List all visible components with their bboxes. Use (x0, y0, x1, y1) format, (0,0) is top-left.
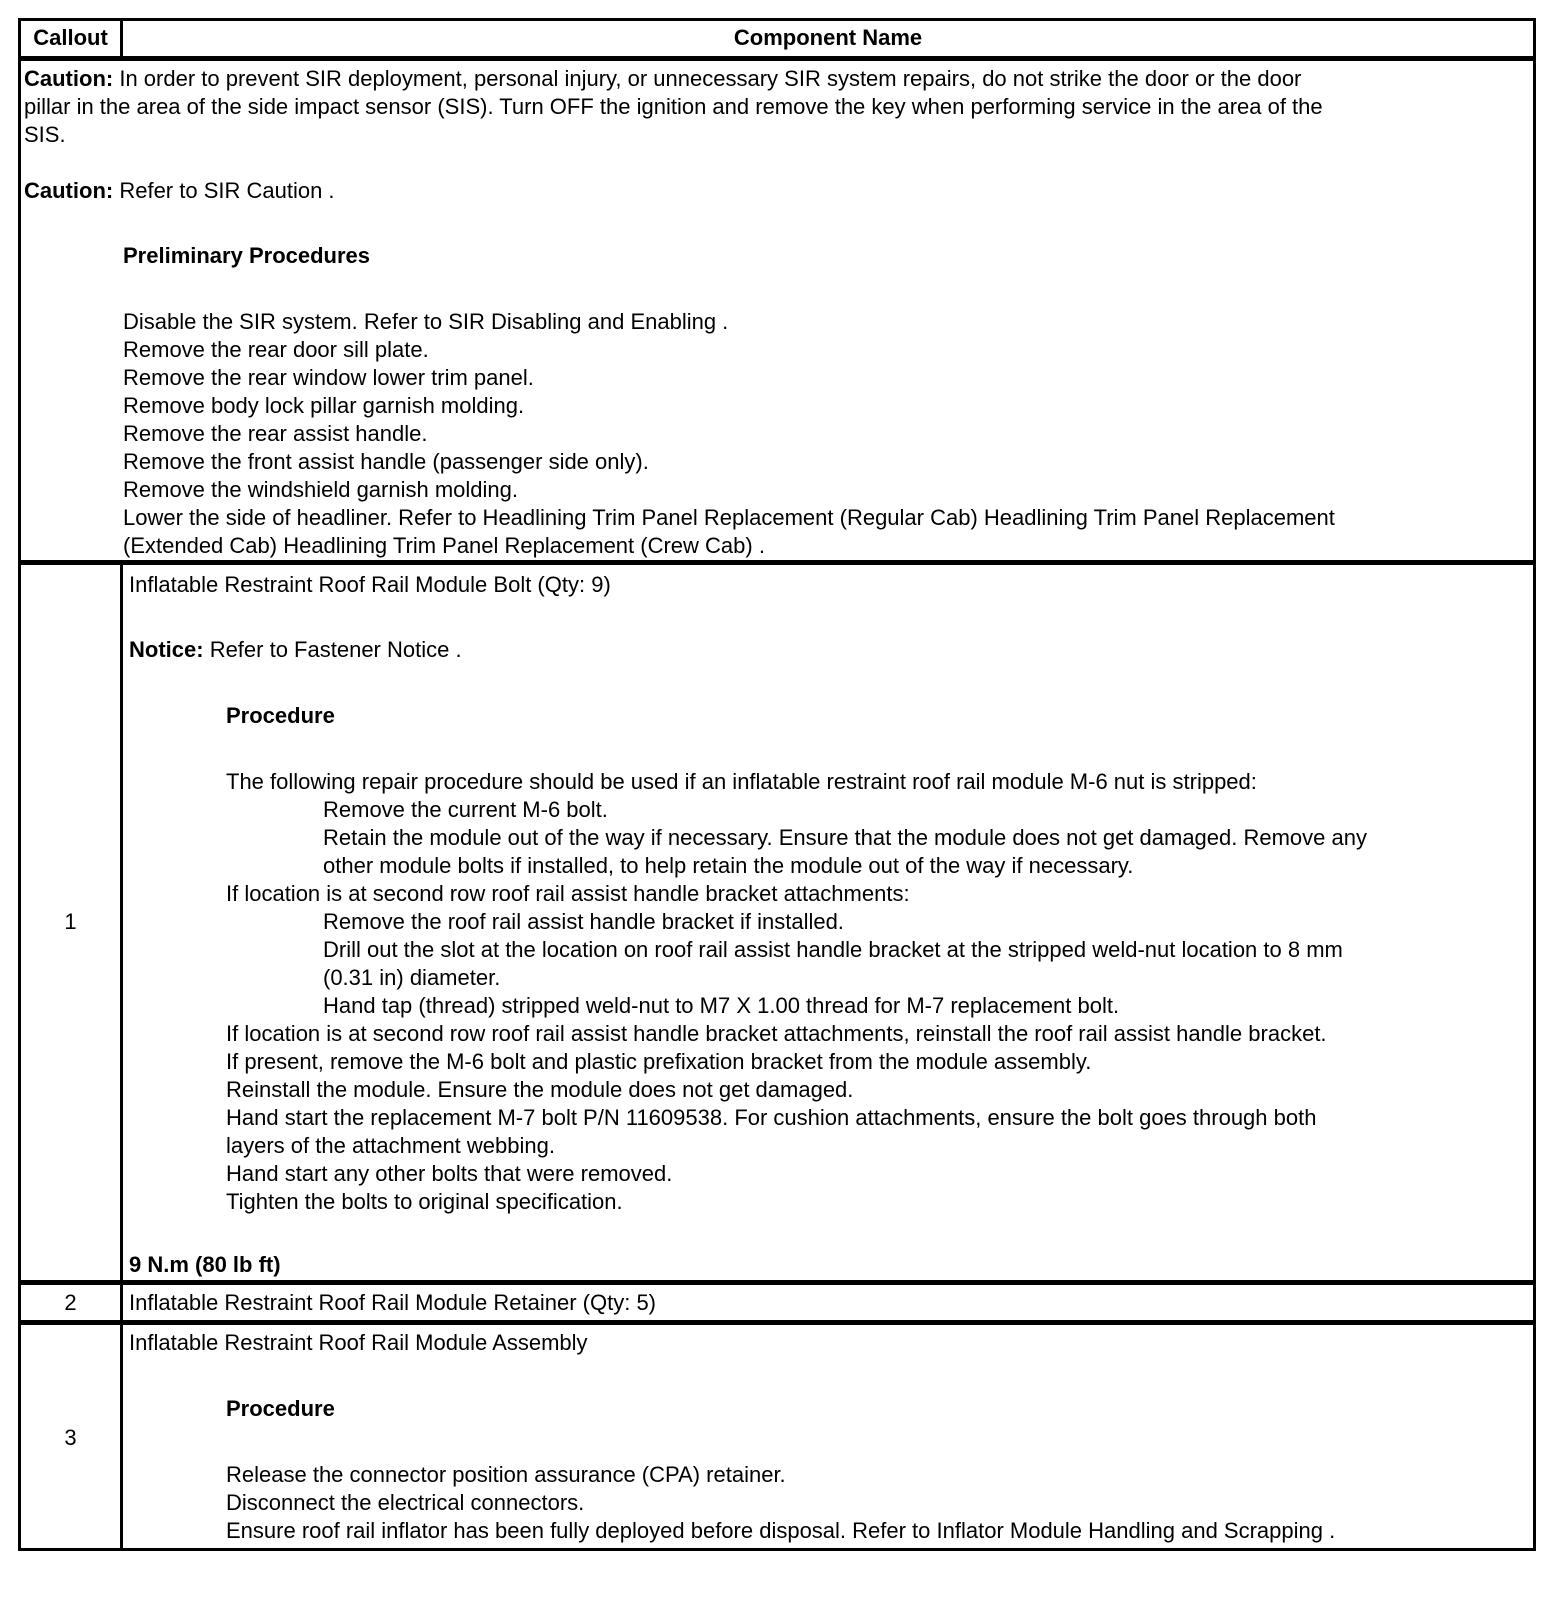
caution-2-text: Refer to SIR Caution . (119, 178, 335, 203)
caution-1-line-3: SIS. (24, 122, 66, 147)
procedure-line: Hand tap (thread) stripped weld-nut to M7 X 1.00 thread for M-7 replacement bolt. (323, 993, 1120, 1018)
prelim-step: Remove the rear assist handle. (123, 421, 428, 446)
prelim-step: Disable the SIR system. Refer to SIR Disabling and Enabling . (123, 309, 729, 334)
header-component-name: Component Name (733, 25, 923, 50)
procedure-line: Remove the current M-6 bolt. (323, 797, 608, 822)
procedure-line: Hand start any other bolts that were removed. (226, 1161, 673, 1186)
procedure-line: Ensure roof rail inflator has been fully deployed before disposal. Refer to Inflator Module Handling and Scrapping . (226, 1518, 1336, 1543)
prelim-step: Remove body lock pillar garnish molding. (123, 393, 525, 418)
procedure-line: If location is at second row roof rail assist handle bracket attachments, reinstall the roof rail assist handle bracket. (226, 1021, 1327, 1046)
procedure-line: (0.31 in) diameter. (323, 965, 501, 990)
procedure-line: The following repair procedure should be used if an inflatable restraint roof rail module M-6 nut is stripped: (226, 769, 1257, 794)
prelim-step: Remove the windshield garnish molding. (123, 477, 518, 502)
row-divider (120, 1282, 123, 1323)
procedure-line: Tighten the bolts to original specification. (226, 1189, 623, 1214)
notice (129, 636, 462, 664)
prelim-step: Remove the rear door sill plate. (123, 337, 429, 362)
procedure-line: Hand start the replacement M-7 bolt P/N 11609538. For cushion attachments, ensure the bolt goes through both (226, 1105, 1317, 1130)
component-name: Inflatable Restraint Roof Rail Module Bolt (Qty: 9) (129, 572, 611, 597)
notice-text: Refer to Fastener Notice . (209, 637, 462, 662)
row-divider (120, 1322, 123, 1551)
procedure-line: other module bolts if installed, to help retain the module out of the way if necessary. (323, 853, 1134, 878)
caution-1 (24, 65, 1301, 93)
callout-number: 3 (64, 1425, 77, 1450)
notice-label: Notice: (129, 637, 204, 662)
row-divider (120, 562, 123, 1283)
preliminary-procedures-title: Preliminary Procedures (123, 243, 371, 268)
procedure-title: Procedure (226, 703, 335, 728)
procedure-line: layers of the attachment webbing. (226, 1133, 555, 1158)
procedure-line: Disconnect the electrical connectors. (226, 1490, 585, 1515)
procedure-line: Remove the roof rail assist handle bracket if installed. (323, 909, 844, 934)
caution-1-line-2: pillar in the area of the side impact sensor (SIS). Turn OFF the ignition and remove the key when performing service in the area of the (24, 94, 1323, 119)
component-name: Inflatable Restraint Roof Rail Module Retainer (Qty: 5) (129, 1290, 657, 1315)
torque-spec: 9 N.m (80 lb ft) (129, 1252, 281, 1277)
procedure-title: Procedure (226, 1396, 335, 1421)
procedure-line: If present, remove the M-6 bolt and plastic prefixation bracket from the module assembly. (226, 1049, 1092, 1074)
callout-number: 2 (64, 1290, 77, 1315)
procedure-line: If location is at second row roof rail assist handle bracket attachments: (226, 881, 910, 906)
header-callout: Callout (33, 25, 108, 50)
procedure-line: Release the connector position assurance (CPA) retainer. (226, 1462, 786, 1487)
callout-number: 1 (64, 909, 77, 934)
procedure-line: Drill out the slot at the location on roof rail assist handle bracket at the stripped weld-nut location to 8 mm (323, 937, 1343, 962)
prelim-step: Remove the rear window lower trim panel. (123, 365, 534, 390)
prelim-step: (Extended Cab) Headlining Trim Panel Replacement (Crew Cab) . (123, 533, 765, 558)
prelim-step: Remove the front assist handle (passenger side only). (123, 449, 649, 474)
caution-2 (24, 177, 335, 205)
caution-label: Caution: (24, 66, 114, 91)
caution-label: Caution: (24, 178, 114, 203)
prelim-step: Lower the side of headliner. Refer to Headlining Trim Panel Replacement (Regular Cab) Headlining Trim Panel Replacement (123, 505, 1335, 530)
caution-1-text: In order to prevent SIR deployment, personal injury, or unnecessary SIR system repairs, do not strike the door or the door (119, 66, 1302, 91)
component-name: Inflatable Restraint Roof Rail Module Assembly (129, 1330, 588, 1355)
procedure-line: Retain the module out of the way if necessary. Ensure that the module does not get damaged. Remove any (323, 825, 1367, 850)
procedure-line: Reinstall the module. Ensure the module does not get damaged. (226, 1077, 854, 1102)
